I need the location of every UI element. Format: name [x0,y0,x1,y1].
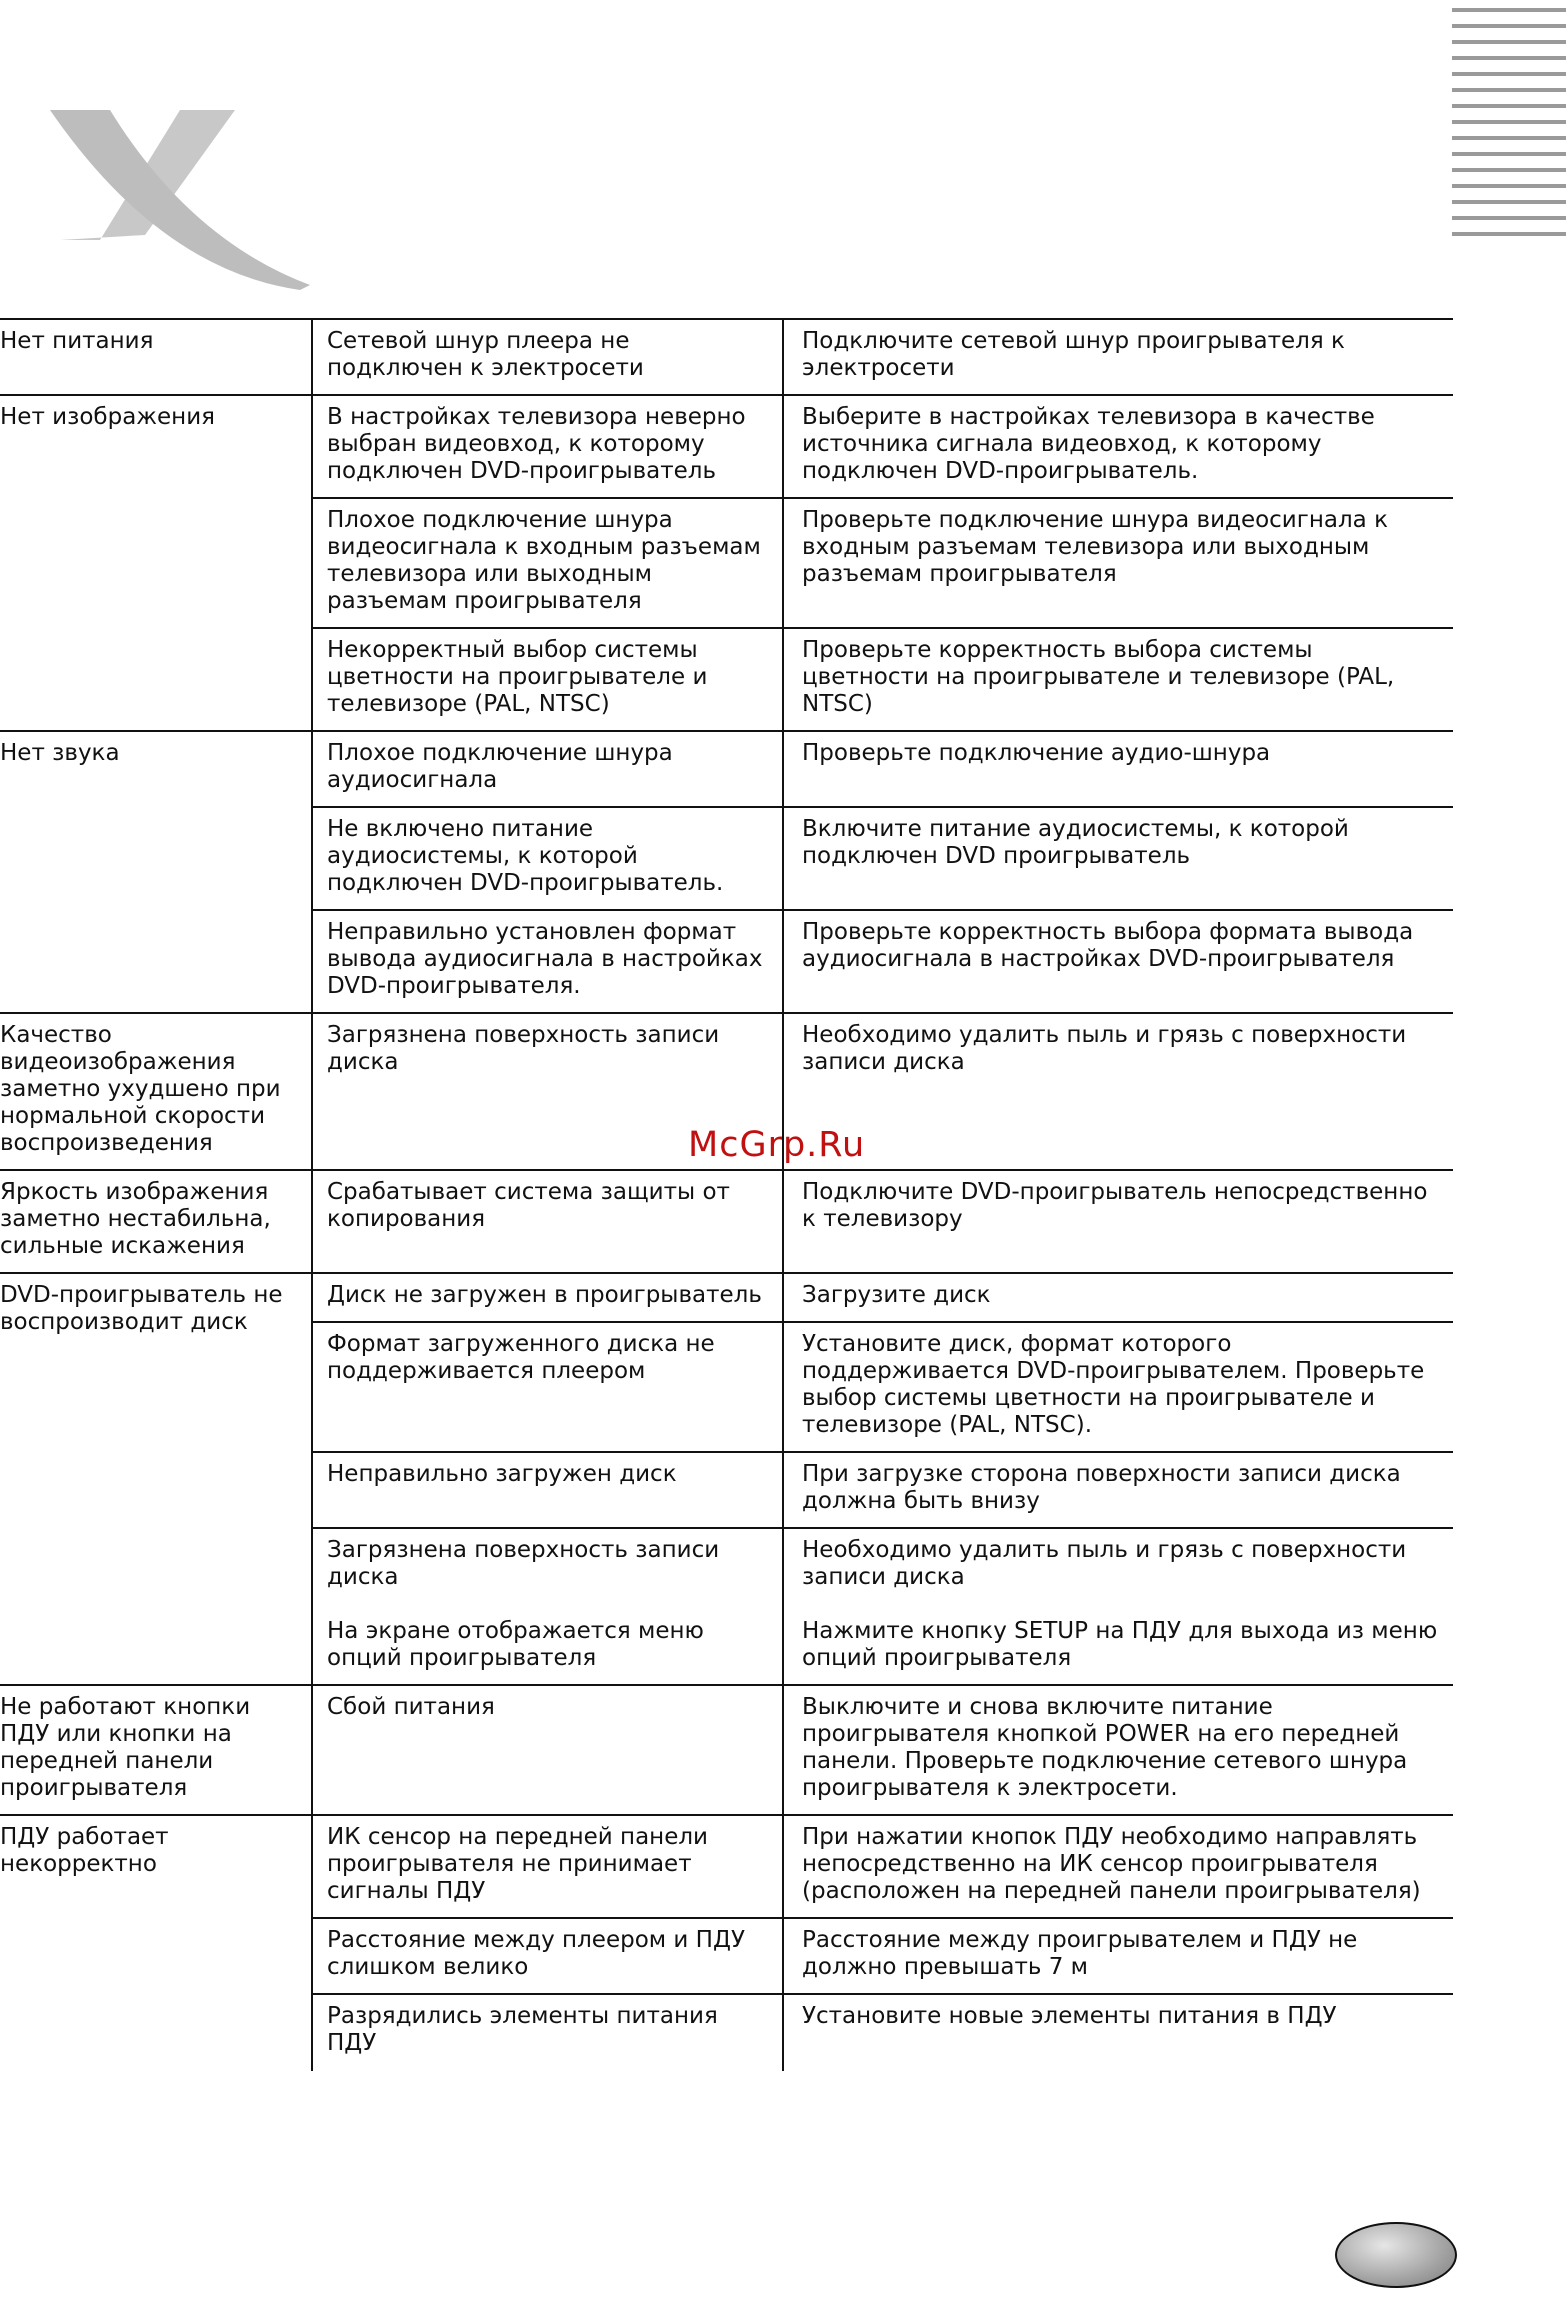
cause-cell-text: Плохое подключение шнура аудиосигнала [327,740,673,793]
cause-cell [312,628,783,731]
cause-cell [312,807,783,910]
table-row [0,1273,1453,1322]
cause-cell-text: Неправильно установлен формат вывода аудиосигнала в настройках DVD-проигрывателя. [327,919,763,999]
solution-cell-text: Установите новые элементы питания в ПДУ [802,2003,1337,2029]
cause-cell [312,498,783,628]
cause-cell-text: Сбой питания [327,1694,495,1720]
cause-cell [312,1918,783,1994]
cause-cell [312,731,783,807]
problem-cell: Нет изображения [0,395,312,731]
cause-cell [312,1170,783,1273]
solution-cell [783,910,1453,1013]
cause-cell [312,395,783,498]
cause-cell-text: Загрязнена поверхность записи диска [327,1022,720,1075]
solution-cell-text: Проверьте подключение шнура видеосигнала к входным разъемам телевизора или выходным разъемам проигрывателя [802,507,1388,587]
cause-cell-text: Срабатывает система защиты от копирования [327,1179,730,1232]
table-row [0,1685,1453,1815]
solution-cell [783,1322,1453,1452]
cause-cell-text: Неправильно загружен диск [327,1461,677,1487]
cause-cell-text: Диск не загружен в проигрыватель [327,1282,762,1308]
cause-cell-text: Плохое подключение шнура видеосигнала к входным разъемам телевизора или выходным разъемам проигрывателя [327,507,761,614]
solution-cell [783,731,1453,807]
table-row [0,319,1453,395]
cause-cell-text: В настройках телевизора неверно выбран видеовход, к которому подключен DVD-проигрыватель [327,404,746,484]
problem-cell: Качество видеоизображения заметно ухудшено при нормальной скорости воспроизведения [0,1013,312,1170]
solution-cell [783,1685,1453,1815]
cause-cell [312,1273,783,1322]
problem-cell: DVD-проигрыватель не воспроизводит диск [0,1273,312,1685]
cause-cell [312,1528,783,1685]
solution-cell-text: Необходимо удалить пыль и грязь с поверхности записи диска [802,1022,1407,1075]
cause-cell [312,910,783,1013]
solution-cell [783,1013,1453,1170]
solution-cell [783,395,1453,498]
cause-cell-text: Формат загруженного диска не поддерживается плеером [327,1331,715,1384]
solution-cell [783,1528,1453,1685]
solution-cell [783,1452,1453,1528]
cause-cell [312,319,783,395]
table-row [0,1815,1453,1918]
cause-cell-text: Расстояние между плеером и ПДУ слишком велико [327,1927,745,1980]
solution-cell-text: Проверьте корректность выбора системы цветности на проигрывателе и телевизоре (PAL, NTSC) [802,637,1395,717]
cause-cell [312,1994,783,2071]
problem-cell: ПДУ работает некорректно [0,1815,312,2071]
solution-cell [783,319,1453,395]
solution-cell [783,498,1453,628]
solution-cell-text: Выберите в настройках телевизора в качестве источника сигнала видеовход, к которому подключен DVD-проигрыватель. [802,404,1375,484]
solution-cell [783,1273,1453,1322]
solution-cell [783,807,1453,910]
problem-cell: Нет питания [0,319,312,395]
solution-cell-text: Установите диск, формат которого поддерживается DVD-проигрывателем. Проверьте выбор системы цветности на проигрывателе и телевизоре (PAL, NTSC). [802,1331,1425,1438]
cause-cell-text: Загрязнена поверхность записи диска [327,1537,720,1590]
table-row [0,731,1453,807]
problem-cell: Нет звука [0,731,312,1013]
table-row [0,1170,1453,1273]
solution-cell [783,1170,1453,1273]
solution-cell-text: Выключите и снова включите питание проигрывателя кнопкой POWER на его передней панели. Проверьте подключение сетевого шнура проигрывателя к электросети. [802,1694,1408,1801]
page-number-oval [1335,2222,1457,2288]
brand-x-logo [50,100,320,290]
cause-cell [312,1685,783,1815]
solution-cell [783,1918,1453,1994]
cause-cell-text: Некорректный выбор системы цветности на проигрывателе и телевизоре (PAL, NTSC) [327,637,708,717]
troubleshooting-table [0,318,1453,2071]
cause-cell-text: На экране отображается меню опций проигрывателя [327,1618,704,1671]
solution-cell [783,1994,1453,2071]
solution-cell-text: Загрузите диск [802,1282,991,1308]
table-row [0,395,1453,498]
solution-cell [783,1815,1453,1918]
solution-cell-text: Проверьте корректность выбора формата вывода аудиосигнала в настройках DVD-проигрывателя [802,919,1414,972]
cause-cell [312,1322,783,1452]
solution-cell-text: При загрузке сторона поверхности записи диска должна быть внизу [802,1461,1401,1514]
solution-cell-text: Подключите сетевой шнур проигрывателя к электросети [802,328,1345,381]
solution-cell-text: Необходимо удалить пыль и грязь с поверхности записи диска [802,1537,1407,1590]
solution-cell-text: Включите питание аудиосистемы, к которой подключен DVD проигрыватель [802,816,1349,869]
solution-cell-text: Расстояние между проигрывателем и ПДУ не должно превышать 7 м [802,1927,1358,1980]
problem-cell: Яркость изображения заметно нестабильна, сильные искажения [0,1170,312,1273]
cause-cell-text: Разрядились элементы питания ПДУ [327,2003,718,2056]
cause-cell-text: ИК сенсор на передней панели проигрывателя не принимает сигналы ПДУ [327,1824,709,1904]
side-tab-stripes [1452,0,1566,290]
cause-cell-text: Сетевой шнур плеера не подключен к электросети [327,328,644,381]
solution-cell-text: Подключите DVD-проигрыватель непосредственно к телевизору [802,1179,1428,1232]
cause-cell-text: Не включено питание аудиосистемы, к которой подключен DVD-проигрыватель. [327,816,724,896]
solution-cell [783,628,1453,731]
watermark: McGrp.Ru [688,1125,866,1165]
solution-cell-text: Нажмите кнопку SETUP на ПДУ для выхода из меню опций проигрывателя [802,1618,1438,1671]
problem-cell: Не работают кнопки ПДУ или кнопки на передней панели проигрывателя [0,1685,312,1815]
solution-cell-text: При нажатии кнопок ПДУ необходимо направлять непосредственно на ИК сенсор проигрывателя (расположен на передней панели проигрывателя) [802,1824,1421,1904]
cause-cell [312,1452,783,1528]
solution-cell-text: Проверьте подключение аудио-шнура [802,740,1271,766]
cause-cell [312,1815,783,1918]
